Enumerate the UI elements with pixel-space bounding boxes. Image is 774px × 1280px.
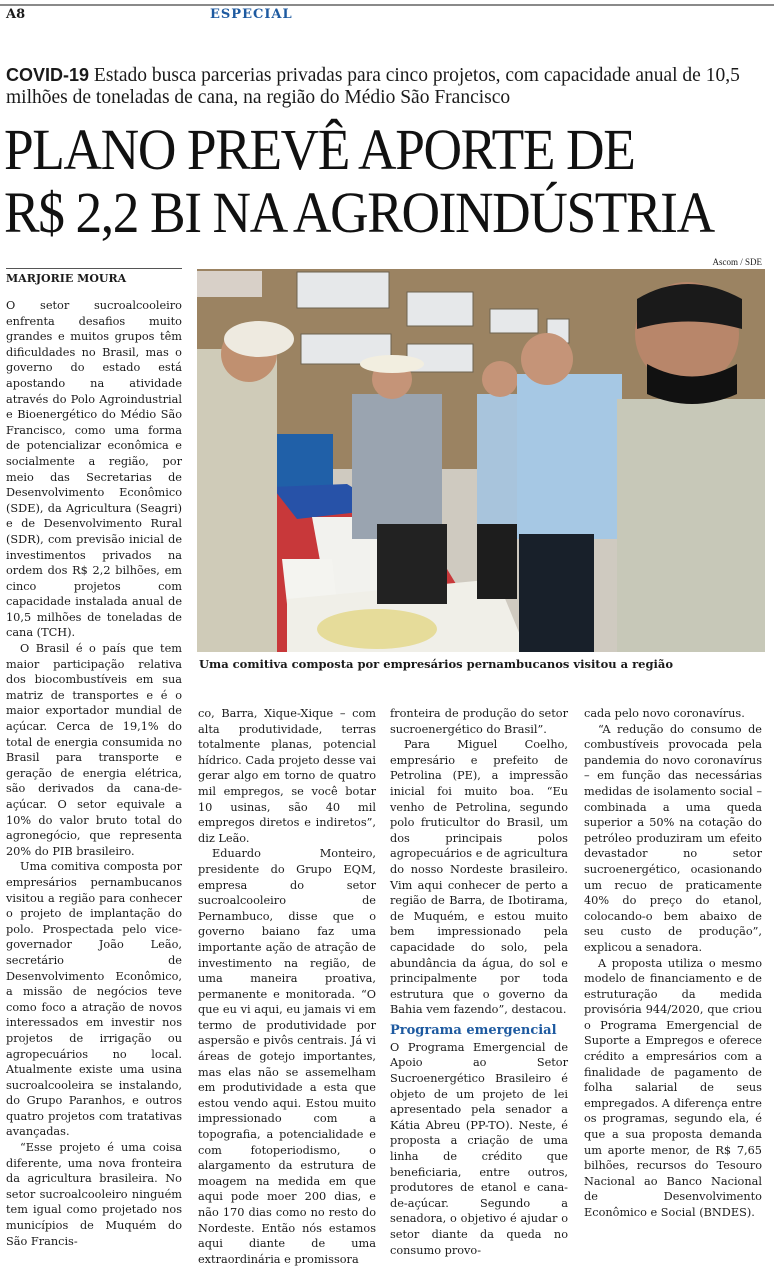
article-photo xyxy=(197,269,765,652)
kicker xyxy=(6,64,766,109)
photo-caption: Uma comitiva composta por empresários pernambucanos visitou a região xyxy=(199,657,674,671)
paragraph: O setor sucroalcooleiro enfrenta desafios muito grandes e muitos grupos têm dificuldades no Brasil, mas o governo do estado está apostando na atividade através do Polo Agroindustrial e Bioenergético do Médio São Francisco, como uma forma de potencializar econômica e socialmente a região, por meio das Secretarias de Desenvolvimento Econômico (SDE), da Agricultura (Seagri) e de Desenvolvimento Rural (SDR), com previsão inicial de investimentos privados na ordem dos R$ 2,2 bilhões, em cinco projetos com capacidade instalada anual de 10,5 milhões de toneladas de cana (TCH). xyxy=(6,299,182,640)
headline-line-1: PLANO PREVÊ APORTE DE xyxy=(4,117,635,182)
page-number: A8 xyxy=(6,7,26,22)
section-label: ESPECIAL xyxy=(210,7,293,22)
kicker-text: Estado busca parcerias privadas para cinco projetos, com capacidade anual de 10,5 milhões de toneladas de cana, na região do Médio São Francisco xyxy=(6,65,740,108)
subheading: Programa emergencial xyxy=(390,1022,557,1038)
paragraph: O Brasil é o país que tem maior participação relativa dos biocombustíveis em sua matriz de transportes e é o maior exportador mundial de açúcar. Cerca de 19,1% do total de energia consumida no Brasil para transporte e geração de energia elétrica, são derivados da cana-de-açúcar. O setor equivale a 10% do valor bruto total do agronegócio, que representa 20% do PIB brasileiro. xyxy=(6,642,182,858)
paragraph: O Programa Emergencial de Apoio ao Setor Sucroenergético Brasileiro é objeto de um projeto de lei apresentado pela senador a Kátia Abreu (PP-TO). Neste, é proposta a criação de uma linha de crédito que beneficiaria, entre outros, produtores de etanol e cana-de-açúcar. Segundo a senadora, o objetivo é ajudar o setor diante da queda no consumo provo- xyxy=(390,1040,568,1257)
paragraph: Uma comitiva composta por empresários pernambucanos visitou a região para conhecer o projeto de implantação do polo. Prospectada pelo vice-governador João Leão, secretário de Desenvolvimento Econômico, a missão de negócios teve como foco a atração de novos interessados em investir nos projetos de irrigação ou agropecuários no local. Atualmente existe uma usina sucroalcooleira se instalando, do Grupo Paranhos, e outros quatro projetos com tratativas avançadas. xyxy=(6,860,182,1139)
paragraph: A proposta utiliza o mesmo modelo de financiamento e de estruturação da medida provisória 944/2020, que criou o Programa Emergencial de Suporte a Empregos e oferece crédito a empresários com a finalidade de pagamento de folha salarial de seus empregados. A diferença entre os programas, segundo ela, é que a sua proposta demanda um aporte menor, de R$ 7,65 bilhões, recursos do Tesouro Nacional ao Banco Nacional de Desenvolvimento Econômico e Social (BNDES). xyxy=(584,956,762,1219)
column-3 xyxy=(390,706,568,1258)
byline: MARJORIE MOURA xyxy=(6,272,127,285)
top-rule xyxy=(0,4,774,6)
paragraph: Eduardo Monteiro, presidente do Grupo EQM, empresa do setor sucroalcooleiro de Pernambuco, disse que o governo baiano faz uma importante ação de atração de investimento na região, de uma maneira proativa, permanente e monitorada. “O que eu vi aqui, eu jamais vi em termo de produtividade por aspersão e pivôs centrais. Já vi áreas de gotejo importantes, mas elas não se assemelham em produtividade a esta que estou vendo aqui. Estou muito impressionado com a topografia, a potencialidade e com fotoperiodismo, o alargamento da estrutura de moagem na medida em que aqui pode moer 200 dias, e não 170 dias como no resto do Nordeste. Então nós estamos aqui diante de uma extraordinária e promissora xyxy=(198,847,376,1266)
kicker-label: COVID-19 xyxy=(6,65,90,85)
headline-line-2: R$ 2,2 BI NA AGROINDÚSTRIA xyxy=(4,180,714,245)
paragraph: cada pelo novo coronavírus. xyxy=(584,707,745,720)
column-1 xyxy=(6,298,182,1249)
paragraph: co, Barra, Xique-Xique – com alta produtividade, terras totalmente planas, potencial hídrico. Cada projeto desse vai gerar algo em torno de quatro mil empregos, se você botar 10 usinas, são 40 mil empregos diretos e indiretos”, diz Leão. xyxy=(198,707,376,845)
paragraph: “A redução do consumo de combustíveis provocada pela pandemia do novo coronavírus – em função das necessárias medidas de isolamento social – combinada a uma queda superior a 50% na cotação do petróleo produziram um efeito devastador no setor sucroenergético, ocasionando um recuo de praticamente 40% do preço do etanol, colocando-o bem abaixo de seu custo de produção”, explicou a senadora. xyxy=(584,722,762,954)
paragraph: Para Miguel Coelho, empresário e prefeito de Petrolina (PE), a impressão inicial foi muito boa. “Eu venho de Petrolina, segundo polo fruticultor do Brasil, um dos principais polos agropecuários e de agricultura do nosso Nordeste brasileiro. Vim aqui conhecer de perto a região de Barra, de Ibotirama, de Muquém, e estou muito bem impressionado pela capacidade do solo, pela abundância da água, do sol e principalmente por toda estrutura que o governo da Bahia vem fazendo”, destacou. xyxy=(390,738,568,1017)
paragraph: “Esse projeto é uma coisa diferente, uma nova fronteira da agricultura brasileira. No setor sucroalcooleiro ninguém tem igual como projetado nos municípios de Muquém do São Francis- xyxy=(6,1141,182,1248)
column-4 xyxy=(584,706,762,1221)
byline-rule xyxy=(6,268,182,269)
paragraph: fronteira de produção do setor sucroenergético do Brasil”. xyxy=(390,707,568,736)
headline xyxy=(4,118,712,244)
photo-image xyxy=(197,269,765,652)
column-2 xyxy=(198,706,376,1267)
photo-credit: Ascom / SDE xyxy=(712,257,762,267)
